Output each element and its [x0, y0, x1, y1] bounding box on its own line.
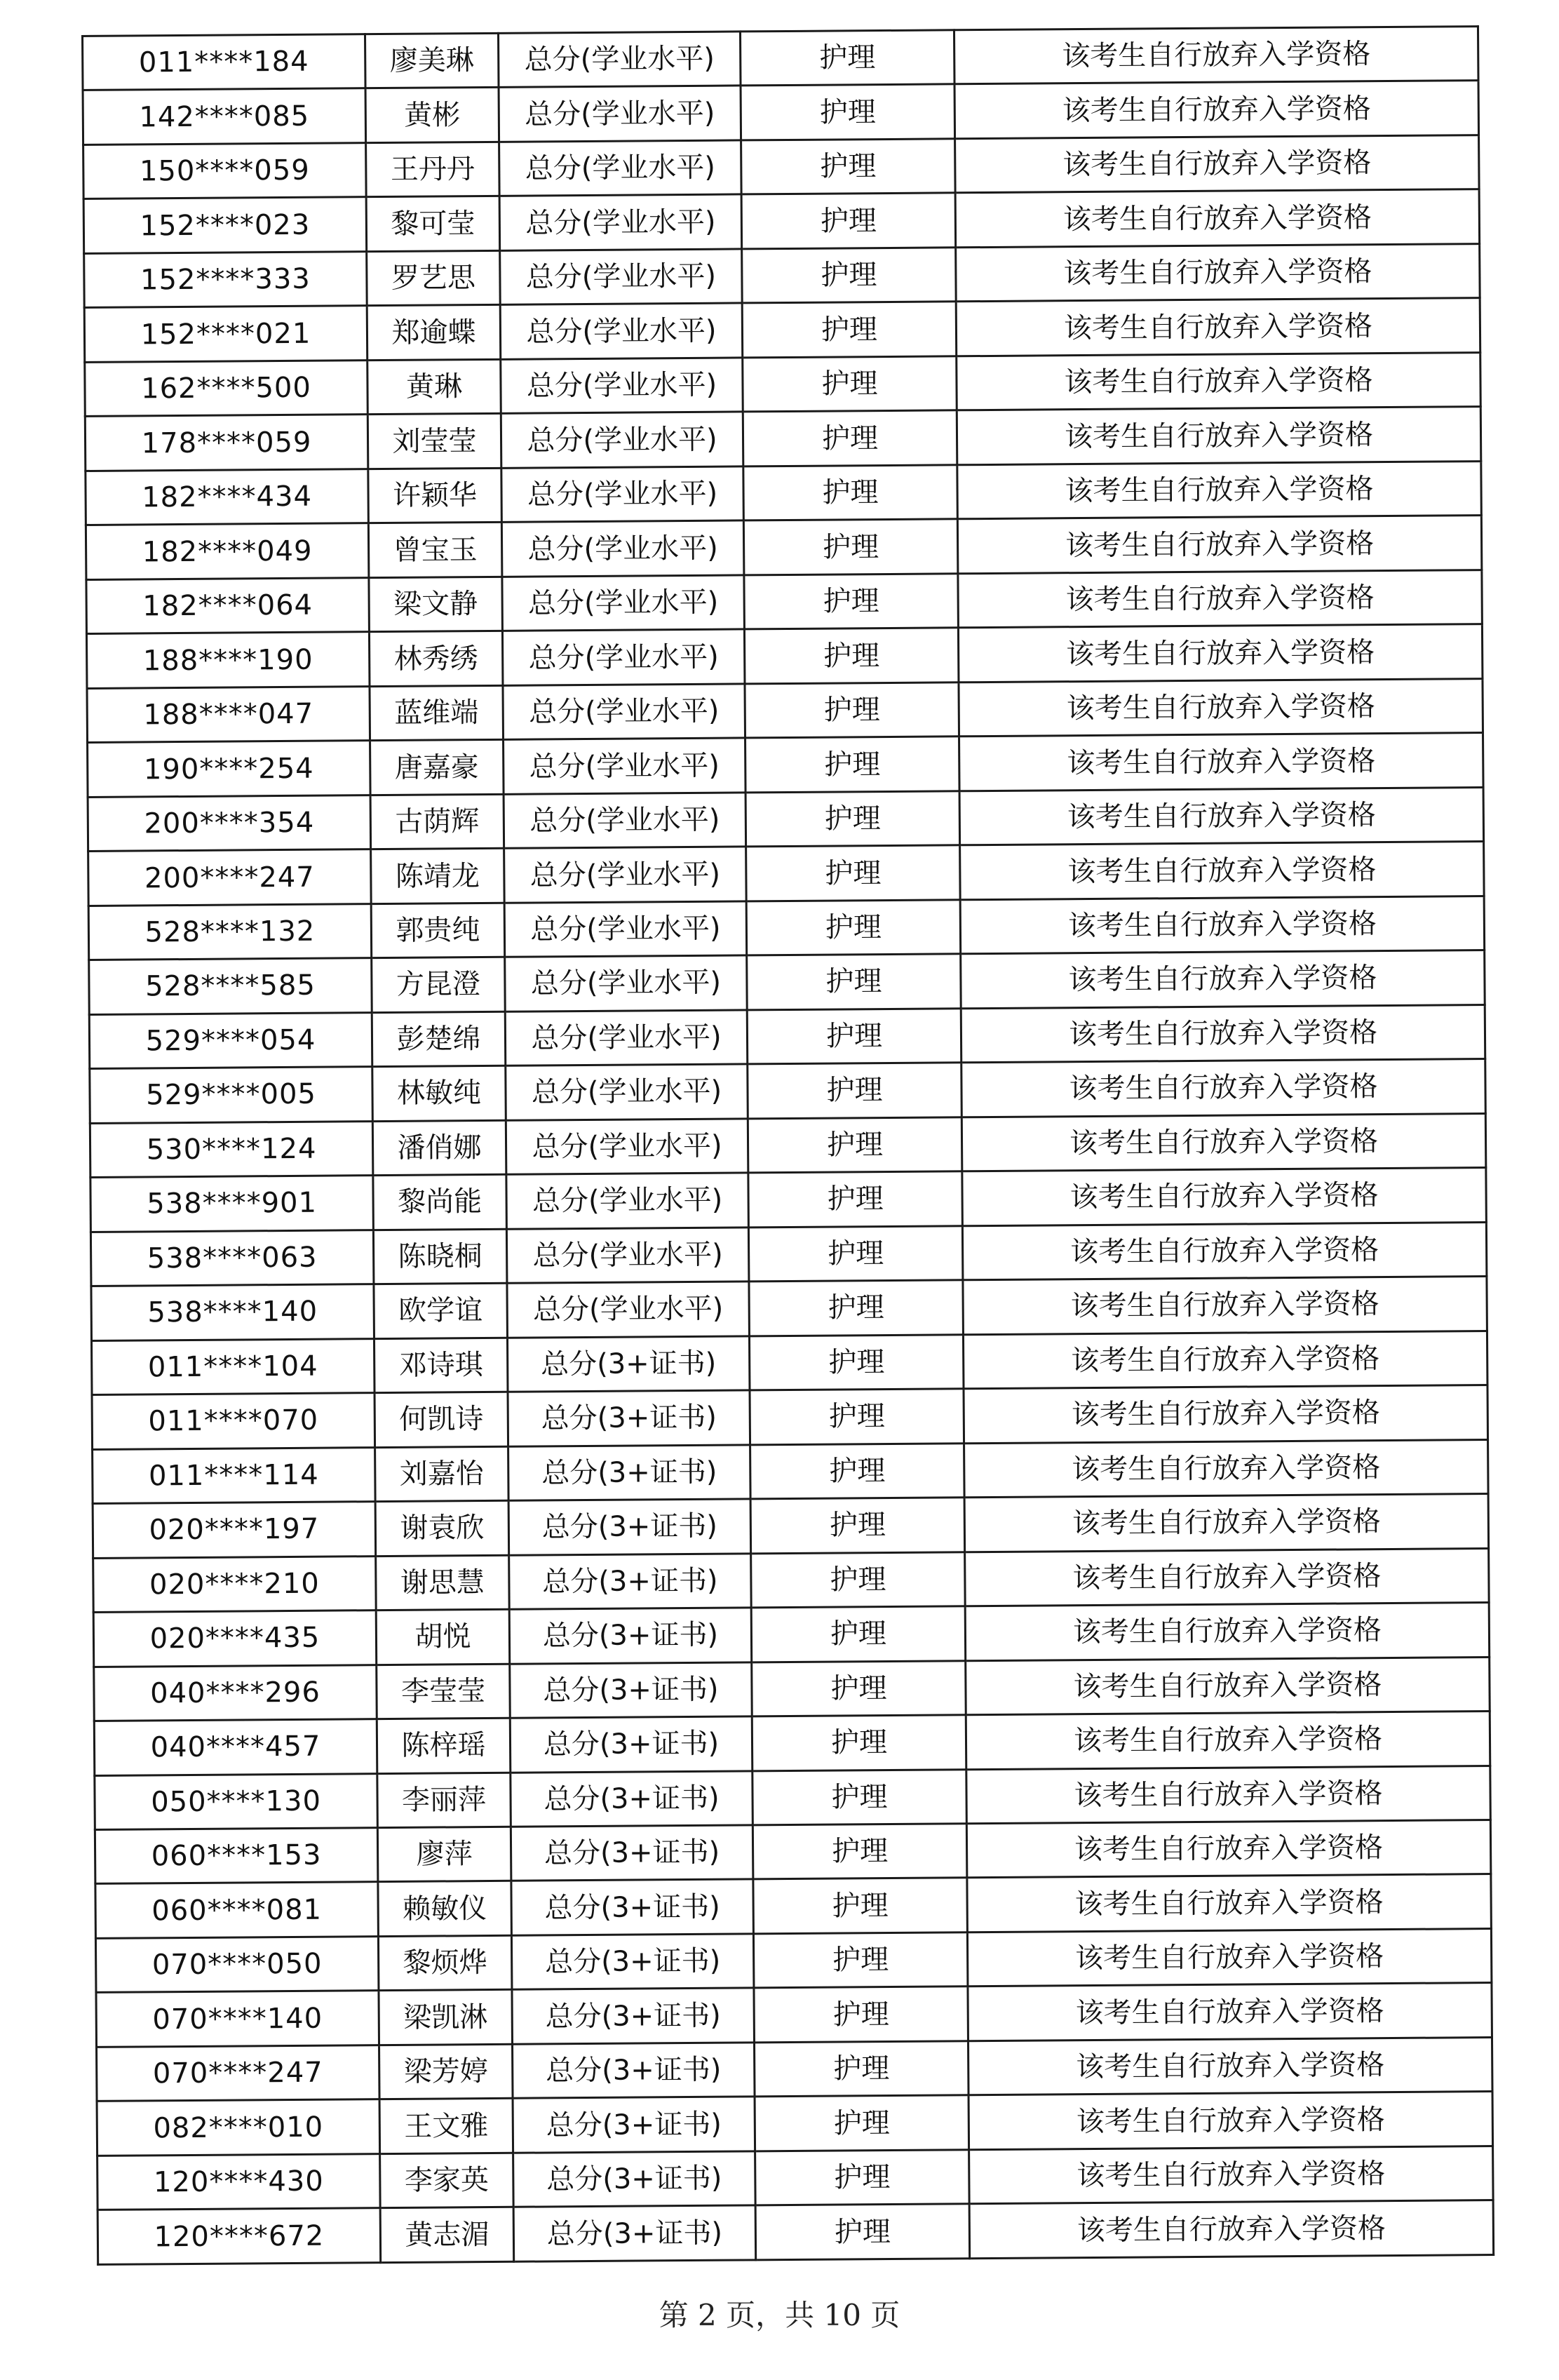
table-row	[85, 407, 1480, 471]
table-row	[94, 1712, 1490, 1775]
cell-status: 该考生自行放弃入学资格	[954, 81, 1479, 139]
cell-status: 该考生自行放弃入学资格	[959, 733, 1484, 791]
cell-score-type: 总分(3+证书)	[507, 1336, 750, 1392]
table-row	[90, 1222, 1486, 1286]
cell-student-name: 黄彬	[365, 88, 499, 143]
table-row	[93, 1439, 1488, 1503]
table-row	[90, 1168, 1486, 1232]
cell-exam-id: 070****247	[97, 2045, 380, 2102]
table-row	[83, 135, 1479, 199]
cell-exam-id: 011****184	[83, 34, 366, 90]
cell-exam-id: 152****021	[84, 306, 367, 362]
cell-status: 该考生自行放弃入学资格	[966, 1712, 1490, 1770]
cell-student-name: 赖敏仪	[378, 1881, 512, 1937]
cell-score-type: 总分(学业水平)	[500, 249, 743, 305]
cell-status: 该考生自行放弃入学资格	[955, 135, 1480, 194]
cell-status: 该考生自行放弃入学资格	[962, 1168, 1487, 1226]
cell-status: 该考生自行放弃入学资格	[964, 1439, 1489, 1498]
cell-major: 护理	[755, 2204, 970, 2260]
cell-exam-id: 188****190	[86, 632, 370, 688]
table-row	[93, 1548, 1489, 1612]
cell-score-type: 总分(学业水平)	[504, 793, 746, 849]
cell-exam-id: 538****901	[90, 1176, 374, 1232]
table-row	[83, 27, 1478, 90]
cell-student-name: 廖美琳	[365, 33, 499, 88]
cell-exam-id: 050****130	[95, 1773, 378, 1829]
cell-score-type: 总分(3+证书)	[508, 1499, 751, 1555]
table-row	[90, 1059, 1485, 1123]
cell-student-name: 欧学谊	[374, 1283, 508, 1338]
table-row	[87, 678, 1483, 742]
cell-score-type: 总分(3+证书)	[508, 1390, 750, 1446]
table-row	[88, 733, 1483, 797]
table-row	[84, 298, 1480, 362]
cell-exam-id: 188****047	[87, 686, 370, 742]
cell-major: 护理	[744, 628, 959, 684]
cell-major: 护理	[745, 683, 959, 739]
cell-status: 该考生自行放弃入学资格	[961, 1113, 1486, 1171]
cell-score-type: 总分(3+证书)	[513, 2097, 755, 2153]
cell-status: 该考生自行放弃入学资格	[958, 624, 1483, 683]
cell-student-name: 刘莹莹	[367, 414, 501, 469]
cell-major: 护理	[749, 1334, 964, 1390]
cell-exam-id: 528****132	[88, 903, 372, 960]
table-row	[88, 787, 1483, 851]
cell-score-type: 总分(学业水平)	[501, 358, 743, 414]
cell-major: 护理	[749, 1280, 964, 1336]
cell-score-type: 总分(3+证书)	[508, 1444, 751, 1500]
cell-score-type: 总分(学业水平)	[504, 847, 747, 903]
cell-score-type: 总分(3+证书)	[513, 2205, 756, 2261]
cell-status: 该考生自行放弃入学资格	[961, 1059, 1486, 1117]
cell-exam-id: 011****104	[91, 1338, 374, 1394]
cell-exam-id: 020****197	[93, 1502, 376, 1558]
cell-exam-id: 529****054	[89, 1012, 372, 1068]
cell-major: 护理	[745, 737, 960, 793]
cell-exam-id: 020****210	[93, 1556, 377, 1612]
table-row	[83, 81, 1478, 144]
student-table-body	[83, 27, 1494, 2265]
cell-student-name: 黄志湄	[380, 2207, 514, 2263]
cell-status: 该考生自行放弃入学资格	[963, 1277, 1487, 1335]
cell-score-type: 总分(3+证书)	[511, 1825, 753, 1881]
cell-status: 该考生自行放弃入学资格	[957, 461, 1482, 519]
cell-exam-id: 538****140	[91, 1284, 374, 1340]
cell-score-type: 总分(学业水平)	[503, 684, 745, 740]
cell-exam-id: 182****049	[86, 523, 369, 579]
cell-exam-id: 011****114	[93, 1447, 376, 1503]
cell-student-name: 王丹丹	[366, 142, 500, 197]
cell-student-name: 王文雅	[379, 2099, 513, 2154]
cell-major: 护理	[742, 248, 957, 304]
cell-student-name: 梁文静	[369, 577, 503, 632]
table-row	[85, 352, 1480, 416]
cell-student-name: 林敏纯	[372, 1066, 506, 1122]
cell-status: 该考生自行放弃入学资格	[959, 787, 1484, 845]
cell-student-name: 邓诗琪	[374, 1338, 508, 1393]
cell-major: 护理	[741, 84, 955, 140]
cell-status: 该考生自行放弃入学资格	[969, 2092, 1493, 2150]
cell-score-type: 总分(学业水平)	[506, 1064, 748, 1120]
cell-score-type: 总分(学业水平)	[504, 738, 746, 794]
cell-exam-id: 538****063	[90, 1230, 374, 1286]
cell-status: 该考生自行放弃入学资格	[961, 950, 1485, 1009]
cell-student-name: 廖萍	[377, 1827, 511, 1882]
cell-major: 护理	[752, 1769, 967, 1825]
table-row	[83, 189, 1479, 253]
cell-exam-id: 182****064	[86, 578, 370, 634]
table-row	[86, 461, 1481, 525]
cell-major: 护理	[748, 1063, 962, 1119]
cell-status: 该考生自行放弃入学资格	[961, 1004, 1485, 1063]
cell-major: 护理	[748, 1171, 963, 1228]
cell-student-name: 潘俏娜	[372, 1120, 506, 1176]
cell-student-name: 古荫辉	[370, 794, 504, 849]
cell-major: 护理	[752, 1824, 967, 1880]
table-row	[95, 1766, 1490, 1829]
cell-status: 该考生自行放弃入学资格	[959, 678, 1483, 737]
cell-exam-id: 020****435	[93, 1611, 377, 1667]
table-row	[86, 570, 1482, 633]
cell-status: 该考生自行放弃入学资格	[954, 27, 1478, 85]
cell-score-type: 总分(3+证书)	[511, 1934, 754, 1990]
cell-exam-id: 152****023	[83, 197, 367, 253]
cell-score-type: 总分(学业水平)	[505, 955, 748, 1011]
cell-exam-id: 120****672	[97, 2208, 381, 2264]
table-row	[90, 1113, 1485, 1177]
cell-exam-id: 150****059	[83, 143, 367, 199]
cell-score-type: 总分(学业水平)	[504, 901, 747, 957]
cell-student-name: 方昆澄	[372, 957, 506, 1013]
cell-score-type: 总分(3+证书)	[509, 1608, 752, 1664]
cell-status: 该考生自行放弃入学资格	[966, 1657, 1490, 1715]
cell-exam-id: 162****500	[85, 361, 368, 417]
cell-exam-id: 040****457	[94, 1719, 377, 1775]
table-row	[95, 1820, 1490, 1884]
cell-score-type: 总分(学业水平)	[499, 194, 742, 250]
cell-score-type: 总分(3+证书)	[510, 1716, 752, 1773]
cell-score-type: 总分(3+证书)	[510, 1662, 752, 1718]
page-number: 第 2 页，共 10 页	[659, 2298, 900, 2332]
cell-status: 该考生自行放弃入学资格	[965, 1548, 1490, 1606]
cell-student-name: 李丽萍	[377, 1773, 511, 1828]
cell-major: 护理	[745, 791, 960, 847]
cell-student-name: 梁芳婷	[379, 2044, 513, 2099]
cell-score-type: 总分(学业水平)	[505, 1010, 748, 1066]
cell-exam-id: 070****140	[96, 1991, 379, 2047]
cell-score-type: 总分(3+证书)	[511, 1879, 754, 1935]
cell-exam-id: 182****434	[86, 469, 369, 525]
cell-score-type: 总分(3+证书)	[511, 1770, 753, 1827]
cell-exam-id: 070****050	[95, 1937, 379, 1993]
table-row	[93, 1603, 1489, 1667]
cell-exam-id: 190****254	[88, 741, 371, 797]
cell-exam-id: 082****010	[97, 2099, 380, 2156]
cell-student-name: 许颖华	[368, 468, 502, 523]
cell-major: 护理	[743, 410, 957, 466]
cell-student-name: 梁凯淋	[379, 1990, 513, 2045]
cell-score-type: 总分(学业水平)	[507, 1282, 750, 1338]
table-row	[89, 1004, 1485, 1068]
table-row	[88, 842, 1484, 906]
cell-status: 该考生自行放弃入学资格	[967, 1928, 1492, 1986]
cell-student-name: 李家英	[380, 2153, 514, 2208]
cell-status: 该考生自行放弃入学资格	[966, 1766, 1491, 1824]
cell-student-name: 彭楚绵	[372, 1011, 506, 1067]
cell-student-name: 陈靖龙	[371, 849, 505, 904]
cell-score-type: 总分(学业水平)	[501, 466, 744, 523]
cell-major: 护理	[755, 2150, 970, 2206]
cell-student-name: 曾宝玉	[368, 523, 502, 578]
cell-status: 该考生自行放弃入学资格	[964, 1494, 1489, 1552]
cell-status: 该考生自行放弃入学资格	[969, 2200, 1494, 2259]
cell-score-type: 总分(学业水平)	[499, 140, 742, 196]
cell-student-name: 唐嘉豪	[370, 740, 504, 795]
cell-status: 该考生自行放弃入学资格	[957, 407, 1481, 465]
cell-student-name: 李莹莹	[377, 1664, 511, 1719]
cell-major: 护理	[752, 1660, 966, 1716]
cell-status: 该考生自行放弃入学资格	[966, 1820, 1491, 1878]
cell-score-type: 总分(学业水平)	[506, 1228, 749, 1284]
table-row	[95, 1874, 1491, 1938]
cell-exam-id: 011****070	[92, 1393, 375, 1449]
table-row	[92, 1385, 1487, 1449]
cell-status: 该考生自行放弃入学资格	[956, 298, 1480, 356]
table-row	[86, 624, 1482, 688]
cell-status: 该考生自行放弃入学资格	[965, 1603, 1490, 1661]
table-row	[84, 244, 1480, 308]
cell-major: 护理	[755, 2041, 969, 2097]
cell-exam-id: 142****085	[83, 88, 366, 144]
table-row	[86, 516, 1481, 579]
cell-major: 护理	[744, 574, 959, 630]
table-row	[95, 1928, 1491, 1992]
cell-major: 护理	[748, 1117, 962, 1173]
cell-student-name: 蓝维端	[370, 685, 504, 741]
table-row	[96, 1983, 1492, 2047]
cell-status: 该考生自行放弃入学资格	[963, 1331, 1487, 1389]
cell-status: 该考生自行放弃入学资格	[967, 1874, 1492, 1932]
cell-student-name: 林秀绣	[369, 631, 503, 687]
cell-major: 护理	[747, 1008, 961, 1064]
cell-major: 护理	[750, 1389, 964, 1445]
cell-score-type: 总分(学业水平)	[506, 1119, 748, 1175]
table-row	[97, 2146, 1493, 2210]
cell-student-name: 谢袁欣	[375, 1500, 509, 1556]
cell-status: 该考生自行放弃入学资格	[957, 352, 1481, 410]
cell-exam-id: 040****296	[94, 1665, 377, 1721]
cell-major: 护理	[751, 1552, 966, 1608]
cell-status: 该考生自行放弃入学资格	[955, 189, 1480, 248]
cell-status: 该考生自行放弃入学资格	[968, 1983, 1492, 2041]
cell-student-name: 胡悦	[376, 1609, 510, 1665]
cell-score-type: 总分(学业水平)	[502, 629, 745, 685]
cell-exam-id: 528****585	[89, 958, 372, 1014]
cell-score-type: 总分(学业水平)	[500, 303, 743, 359]
cell-score-type: 总分(3+证书)	[513, 2151, 756, 2207]
cell-exam-id: 178****059	[85, 415, 368, 471]
cell-exam-id: 060****081	[95, 1882, 379, 1938]
cell-major: 护理	[746, 845, 961, 901]
table-row	[91, 1277, 1487, 1340]
table-row	[93, 1494, 1488, 1558]
cell-score-type: 总分(学业水平)	[501, 412, 743, 468]
cell-major: 护理	[747, 954, 961, 1010]
cell-exam-id: 060****153	[95, 1828, 378, 1884]
cell-score-type: 总分(学业水平)	[502, 575, 745, 631]
cell-major: 护理	[750, 1443, 965, 1499]
cell-exam-id: 120****430	[97, 2153, 381, 2210]
table-row	[88, 896, 1484, 960]
cell-score-type: 总分(学业水平)	[506, 1173, 749, 1229]
cell-exam-id: 200****247	[88, 849, 372, 906]
table-row	[97, 2092, 1492, 2156]
cell-score-type: 总分(3+证书)	[513, 2043, 755, 2099]
cell-student-name: 郭贵纯	[371, 903, 505, 958]
table-row	[91, 1331, 1487, 1394]
document-page	[81, 25, 1492, 2280]
cell-student-name: 黎可莹	[366, 196, 500, 252]
cell-student-name: 陈梓瑶	[377, 1718, 511, 1773]
cell-status: 该考生自行放弃入学资格	[962, 1222, 1487, 1280]
student-table	[81, 25, 1494, 2266]
cell-student-name: 刘嘉怡	[375, 1446, 509, 1502]
table-row	[97, 2037, 1492, 2101]
cell-exam-id: 200****354	[88, 795, 371, 851]
cell-student-name: 谢思慧	[376, 1555, 510, 1611]
cell-major: 护理	[750, 1498, 965, 1554]
table-row	[89, 950, 1485, 1014]
cell-major: 护理	[751, 1606, 966, 1662]
cell-score-type: 总分(3+证书)	[512, 1988, 755, 2044]
cell-major: 护理	[740, 30, 954, 86]
cell-major: 护理	[741, 193, 956, 249]
cell-major: 护理	[753, 1932, 968, 1989]
cell-exam-id: 152****333	[84, 252, 367, 308]
cell-student-name: 陈晓桐	[373, 1229, 507, 1284]
cell-score-type: 总分(学业水平)	[498, 32, 741, 88]
cell-major: 护理	[746, 900, 961, 956]
cell-student-name: 黎尚能	[373, 1174, 507, 1230]
cell-status: 该考生自行放弃入学资格	[958, 570, 1483, 628]
cell-student-name: 黎烦烨	[378, 1935, 512, 1991]
cell-student-name: 郑逾蝶	[367, 305, 501, 361]
table-row	[94, 1657, 1490, 1721]
cell-major: 护理	[743, 465, 958, 521]
cell-major: 护理	[748, 1225, 963, 1282]
cell-score-type: 总分(3+证书)	[509, 1553, 752, 1609]
cell-exam-id: 530****124	[90, 1121, 373, 1177]
cell-score-type: 总分(学业水平)	[501, 520, 744, 577]
cell-status: 该考生自行放弃入学资格	[960, 842, 1485, 900]
cell-status: 该考生自行放弃入学资格	[960, 896, 1485, 954]
cell-major: 护理	[755, 2095, 969, 2151]
cell-major: 护理	[742, 302, 957, 358]
cell-student-name: 罗艺思	[367, 250, 501, 306]
cell-major: 护理	[753, 1878, 968, 1934]
cell-status: 该考生自行放弃入学资格	[956, 244, 1480, 302]
cell-score-type: 总分(学业水平)	[499, 86, 741, 142]
cell-status: 该考生自行放弃入学资格	[964, 1385, 1488, 1444]
table-row	[97, 2200, 1493, 2265]
cell-student-name: 黄琳	[367, 359, 501, 415]
cell-status: 该考生自行放弃入学资格	[957, 516, 1482, 574]
cell-major: 护理	[743, 519, 958, 575]
cell-major: 护理	[743, 356, 957, 412]
cell-status: 该考生自行放弃入学资格	[969, 2146, 1494, 2204]
cell-major: 护理	[752, 1715, 966, 1771]
cell-major: 护理	[754, 1986, 969, 2043]
cell-major: 护理	[741, 139, 956, 195]
cell-student-name: 何凯诗	[374, 1392, 508, 1447]
cell-status: 该考生自行放弃入学资格	[968, 2037, 1492, 2095]
cell-exam-id: 529****005	[90, 1067, 373, 1123]
